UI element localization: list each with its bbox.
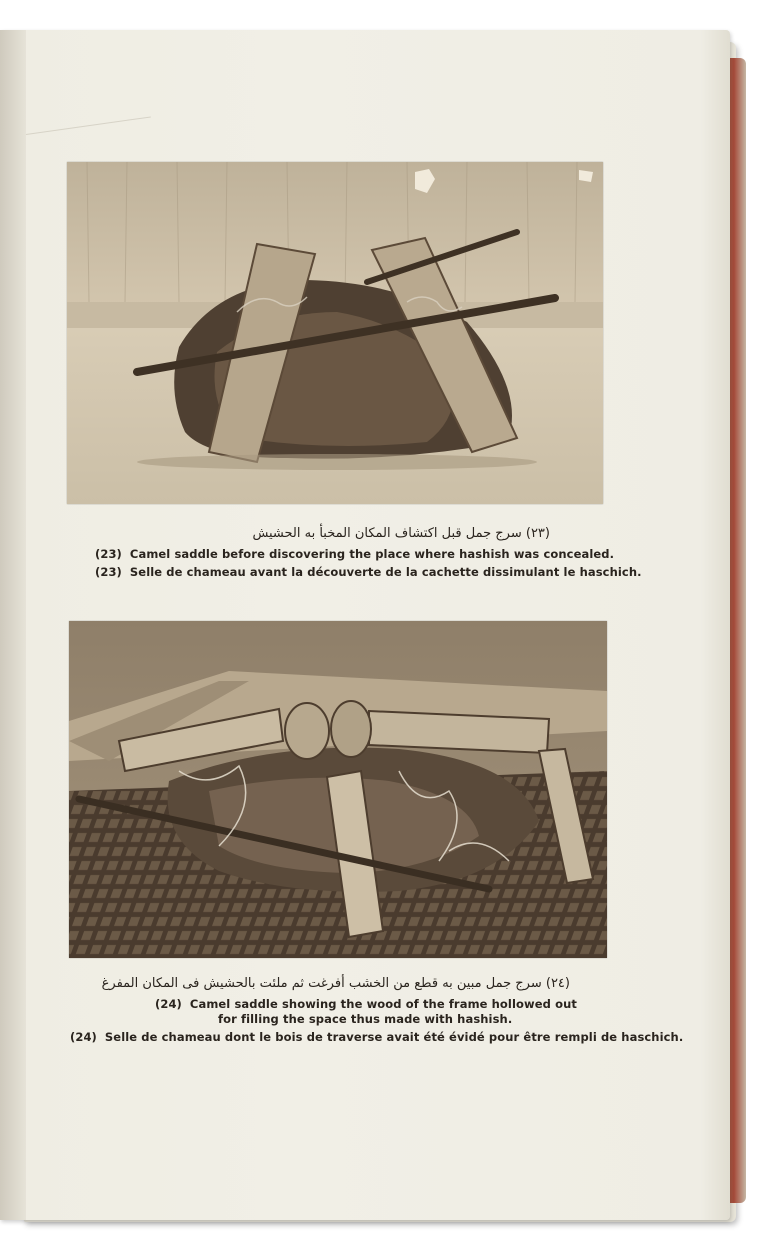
figure-24-english-caption-line2: for filling the space thus made with hashish. bbox=[218, 1012, 513, 1026]
figure-23-french-text: Selle de chameau avant la découverte de la cachette dissimulant le haschich. bbox=[129, 565, 642, 579]
figure-23-english-number: (23) bbox=[95, 547, 122, 561]
figure-24-arabic-caption: (٢٤) سرج جمل مبين به قطع من الخشب أفرغت ثم ملئت بالحشيش فى المكان المفرغ bbox=[101, 976, 570, 991]
camel-saddle-photo-2 bbox=[69, 621, 607, 958]
figure-23-arabic-caption: (٢٣) سرج جمل قبل اكتشاف المكان المخبأ به الحشيش bbox=[252, 526, 550, 541]
figure-23-english-text: Camel saddle before discovering the place where hashish was concealed. bbox=[129, 547, 615, 561]
figure-24-french-caption bbox=[70, 1030, 683, 1044]
figure-24-photo bbox=[69, 621, 607, 958]
figure-24-english-caption bbox=[155, 997, 577, 1011]
figure-23-english-caption bbox=[95, 547, 614, 561]
figure-23-photo bbox=[67, 162, 603, 504]
camel-saddle-photo-1 bbox=[67, 162, 603, 504]
figure-24-english-number: (24) bbox=[155, 997, 182, 1011]
figure-24-english-text-line1: Camel saddle showing the wood of the frame hollowed out bbox=[189, 997, 577, 1011]
figure-23-french-number: (23) bbox=[95, 565, 122, 579]
figure-24-french-text: Selle de chameau dont le bois de traverse avait été évidé pour être rempli de haschich. bbox=[104, 1030, 684, 1044]
page-gutter bbox=[0, 30, 26, 1220]
figure-24-french-number: (24) bbox=[70, 1030, 97, 1044]
figure-23-french-caption bbox=[95, 565, 642, 579]
